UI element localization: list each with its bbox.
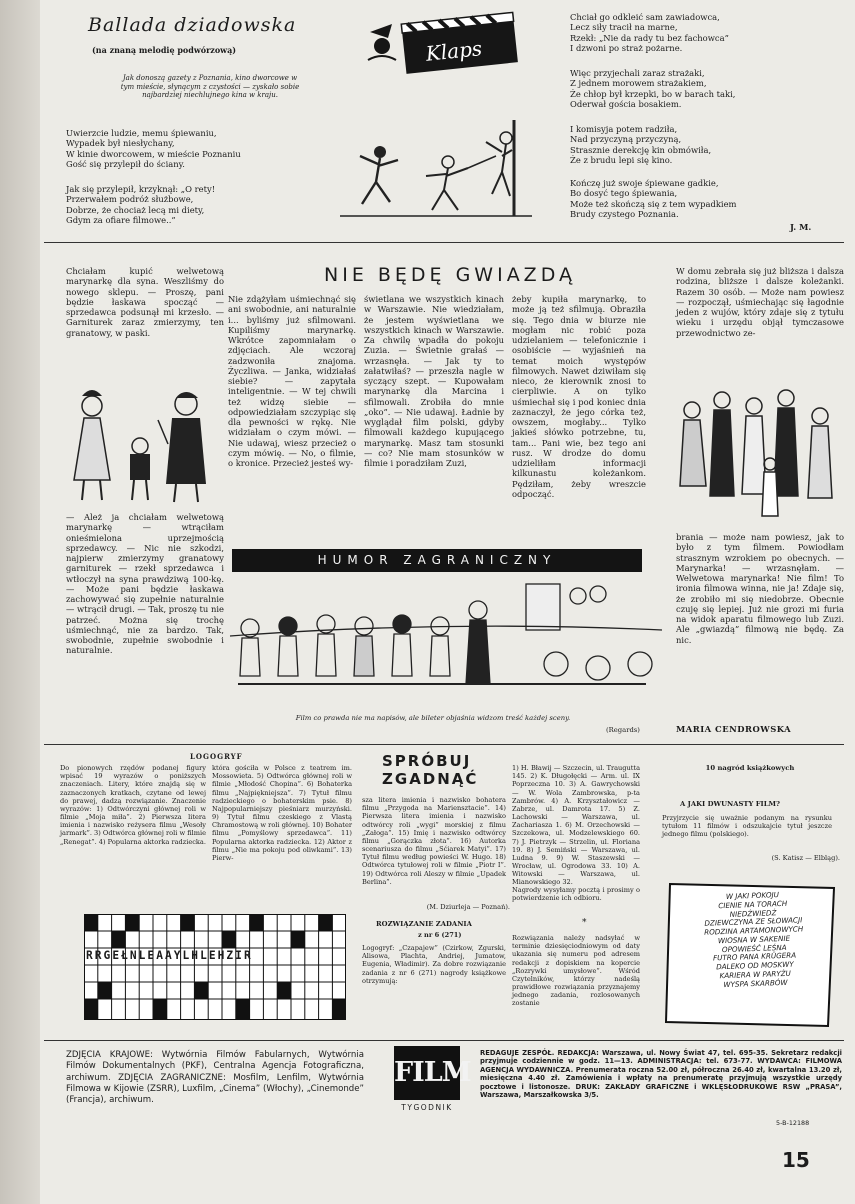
poem-signature: J. M. bbox=[790, 222, 812, 232]
solution-title: ROZWIĄZANIE ZADANIA bbox=[376, 920, 472, 928]
poem-title: Ballada dziadowska bbox=[88, 14, 297, 36]
binding-edge bbox=[0, 0, 40, 1204]
film-titles-text: W JAKI POKOJU CIENIE NA TORACH NIEDŹWIEDŹ DZIEWCZYNA ZE SŁOWACJI RODZINA ARTAMONOWYCH WIOSNA W SAKENIE OPOWIEŚĆ LEŚNA FUTRO PANA KRÜGERA DALEKO OD MOSKWY KARIERA W PARYŻU WYSPA SKARBÓW bbox=[704, 890, 804, 989]
logogryf-title: LOGOGRYF bbox=[190, 752, 243, 761]
film-weekly-logo bbox=[394, 1046, 471, 1116]
logogryf-author: (M. Dziurleja — Poznań). bbox=[426, 903, 510, 911]
shop-illustration bbox=[58, 380, 220, 506]
klaps-logo bbox=[362, 10, 522, 80]
quiz-title-1: SPRÓBUJ bbox=[382, 752, 472, 770]
article-col-5a: W domu zebrała się już bliższa i dalsza rodzina, bliższe i dalsze koleżanki. Razem 30 osób. — Może nam powiesz — rozpoczął, uśmiechając się łagodnie jeden z wujów, który zdaje się z tytułu wieku i urzędu objął tymczasowe przewodnictwo ze- bbox=[676, 266, 844, 338]
article-title: NIE BĘDĘ GWIAZDĄ bbox=[324, 264, 576, 286]
humor-banner-text: HUMOR ZAGRANICZNY bbox=[317, 553, 557, 567]
poem-stanza-3: Chciał go odkleić sam zawiadowca, Lecz siły tracił na marne, Rzekł: „Nie da rady tu bez fachowca” I dzwoni po straż pożarne. bbox=[570, 12, 729, 53]
article-col-4: żeby kupiła marynarkę, to może ją też sfilmują. Obraziła się. Tego dnia w biurze nie mogłam nic robić poza udzielaniem — telefonicznie i osobiście — wyjaśnień na temat moich występów filmowych. Nawet dziwiłam się nieco, że kierownik znosi to cierpliwie. A on tylko uśmiechał się i pod koniec dnia zaznaczył, że jego córka też, owszem, mogłaby... Tylko jakieś słówko potrzebne, tu, tam... Pani wie, bez tego ani rusz. W drodze do domu udzieliłam informacji kilkunastu koleżankom. Pędziłam, żeby wreszcie odpocząć. bbox=[512, 294, 646, 499]
article-col-1a: Chciałam kupić welwetową marynarkę dla syna. Weszliśmy do nowego sklepu. — Proszę, pani będzie łaskawa spocząć — sprzedawca podsunął mi krzesło. — Garniturek zaraz zmierzymy, ten granatowy, w paski. bbox=[66, 266, 224, 338]
article-author: MARIA CENDROWSKA bbox=[676, 724, 792, 734]
puzzle-question-text: Przyjrzycie się uważnie podanym na rysunku tytułom 11 filmów i odszukajcie tytuł jeszcze jednego filmu (polskiego). bbox=[662, 814, 832, 839]
asterisk-divider: * bbox=[582, 918, 587, 928]
poem-stanza-5: I komisyja potem radziła, Nad przyczyną przyczyną, Strasznie derekcję kin obmówiła, Że z brudu lepi się kino. bbox=[570, 124, 712, 165]
humor-source: (Regards) bbox=[606, 726, 640, 734]
solution-subtitle: z nr 6 (271) bbox=[418, 931, 462, 939]
page-number: 15 bbox=[782, 1148, 810, 1172]
poem-stanza-6: Kończę już swoje śpiewane gadkie, Bo dosyć tego śpiewania, Może też skończą się z tem wypadkiem Brudy czystego Poznania. bbox=[570, 178, 737, 219]
poem-stanza-1: Uwierzcie ludzie, memu śpiewaniu, Wypadek był niesłychany, W kinie dworcowem, w mieście Poznaniu Gość się przylepił do ściany. bbox=[66, 128, 241, 169]
film-logo-text: FILM bbox=[394, 1046, 460, 1100]
poem-intro: Jak donoszą gazety z Poznania, kino dworcowe w tym mieście, słynącym z czystości — zyskało sobie najbardziej niechlujnego kina w kraju. bbox=[120, 74, 300, 100]
photo-credits: ZDJĘCIA KRAJOWE: Wytwórnia Filmów Fabularnych, Wytwórnia Filmów Dokumentalnych (PKF), Centralna Agencja Fotograficzna, archiwum. ZDJĘCIA ZAGRANICZNE: Mosfilm, Lenfilm, Wytwórnia Filmowa w Kijowie (ZSRR), Luxfilm, „Cinema” (Włochy), „Cinemonde” (Francja), archiwum. bbox=[66, 1050, 364, 1106]
film-titles-puzzle bbox=[662, 880, 840, 1030]
poem-stanza-4: Więc przyjechali zaraz strażaki, Z jednem morowem strażakiem, Że chłop był krzepki, bo w barach taki, Oderwał gościa bosakiem. bbox=[570, 68, 736, 109]
humor-caption: Film co prawda nie ma napisów, ale bileter objaśnia widzom treść każdej sceny. bbox=[295, 714, 571, 722]
logogryf-text-2: która gościła w Polsce z teatrem im. Mossowieta. 5) Odtwórca głównej roli w filmie „Młodość Chopina”. 6) Bohaterka filmu „Najpiękniejsza”. 7) Tytuł filmu radzieckiego o bohaterskim psie. 8) Najpopularniejszy pieśniarz murzyński. 9) Tytuł filmu czeskiego z Vlastą Chramostową w roli głównej. 10) Bohater filmu „Pomyślowy sprzedawca”. 11) Popularna aktorka radziecka. 12) Aktor z filmu „Nie ma pokoju pod oliwkami”. 13) Pierw- bbox=[212, 764, 352, 862]
logogryf-key-row: RRGEŁNLEAAYLHLEHZIR bbox=[86, 949, 253, 962]
humor-banner bbox=[232, 549, 642, 572]
editorial-info: REDAGUJE ZESPÓŁ. REDAKCJA: Warszawa, ul. Nowy Świat 47, tel. 695-35. Sekretarz redakcji przyjmuje codziennie w godz. 11—13. ADMINISTRACJA: tel. 673-77. WYDAWCA: FILMOWA AGENCJA WYDAWNICZA. Prenumerata roczna 52.00 zł, półroczna 26.40 zł, kwartalna 13.20 zł, miesięczna 4.40 zł. Zamówienia i wpłaty na prenumeratę przyjmują wszystkie urzędy pocztowe i listonosze. DRUK: ZAKŁADY GRAFICZNE i WKLĘSŁODRUKOWE RSW „PRASA”, Warszawa, Marszałkowska 3/5. bbox=[480, 1049, 842, 1100]
print-code: 5-B-12188 bbox=[776, 1119, 810, 1127]
article-col-2: Nie zdążyłam uśmiechnąć się ani swobodnie, ani naturalnie i... byliśmy już sfilmowani. Kupiliśmy marynarkę. Wkrótce zapomniałam o zdjęciach. Ale wczoraj zadzwoniła znajoma. Życzliwa. — Janka, widziałaś siebie? — zapytała inteligentnie. — W tej chwili też widzę siebie — odpowiedziałam szczypiąc się dla pewności w rękę. Nie widziałam o czym mówi. — Nie udawaj, wiesz przecież o czym mówię. — No, o filmie, o kronice. Przecież jesteś wy- bbox=[228, 294, 356, 468]
article-col-1b: — Ależ ja chciałam welwetową marynarkę — wtrąciłam onieśmielona uprzejmością sprzedawcy. — Nic nie szkodzi, najpierw zmierzymy granatowy garniturek — rzekł sprzedawca i wtłoczył na syna prawdziwą 100-kę. — Może pani będzie łaskawa zachowywać się zupełnie naturalnie — wtrącił drugi. — Tak, proszę tu nie patrzeć. Można się trochę uśmiechnąć, nie za bardzo. Tak, swobodnie, zupełnie swobodnie i naturalnie. bbox=[66, 512, 224, 656]
poem-stanza-2: Jak się przylepił, krzyknął: „O rety! Przerwałem podróż służbowe, Dobrze, że chociaż lecą mi diety, Gdym za ofiare filmowe..” bbox=[66, 184, 216, 225]
klaps-text: Klaps bbox=[424, 36, 484, 66]
section-divider-2 bbox=[44, 744, 844, 745]
section-divider bbox=[44, 242, 844, 243]
article-col-3: świetlana we wszystkich kinach w Warszawie. Nie wiedziałam, że jestem wyświetlana we wszystkich kinach w Warszawie. Za chwilę wpadła do pokoju Zuzia. — Świetnie grałaś — wrzasnęła. — Jak ty to załatwiłaś? — przeszła nagle w syczący szept. — Kupowałam marynarkę dla Marcina i sfilmowali. Zrobiła do mnie „oko”. — Nie udawaj. Ładnie by wyglądał film polski, gdyby filmowali każdego kupującego marynarkę. Masz tam stosunki — co? Nie mam stosunków w filmie i poradziłam Zuzi, bbox=[364, 294, 504, 468]
film-logo-subtitle: TYGODNIK bbox=[401, 1103, 453, 1112]
logogryf-text-1: Do pionowych rzędów podanej figury wpisać 19 wyrazów o poniższych znaczeniach. Litery, które znajdą się w zaznaczonych kratkach, czytane od lewej do prawej, dadzą rozwiązanie. Znaczenie wyrazów: 1) Odtwórczyni głównej roli w filmie „Moja miła”. 2) Pierwsza litera imienia i nazwisko reżysera filmu „Wesoły jarmark”. 3) Odtwórca głównej roli w filmie „Renegat”. 4) Popularna aktorka radziecka. bbox=[60, 764, 206, 846]
logogryf-text-3: sza litera imienia i nazwisko bohatera filmu „Przygoda na Mariensztacie”. 14) Pierwsza litera imienia i nazwisko odtwórcy roli „wygi” morskiej z filmu „Załoga”. 15) Imię i nazwisko odtwórcy filmu „Gorączka złota”. 16) Autorka scenariusza do filmu „Sćiarek Matyi”. 17) Tytuł filmu według powieści W. Hugo. 18) Odtwórca tytułowej roli w filmie „Piotr I”. 19) Odtwórca roli Aleszy w filmie „Upadek Berlina”. bbox=[362, 796, 506, 886]
puzzle-question-title: A JAKI DWUNASTY FILM? bbox=[680, 800, 780, 808]
puzzle-question-author: (S. Katisz — Elbląg). bbox=[771, 854, 840, 862]
winners-list: 1) H. Bławij — Szczecin, ul. Traugutta 145. 2) K. Długołęcki — Arm. ul. IX Poprzeczna 10. 3) A. Gawrychowski — W. Wola Zambrowska, p-ta Zambrów. 4) A. Krzyształowicz — Zabrze, ul. Damrota 17. 5) Z. Lachowski — Warszawa, ul. Zachariasza 1. 6) M. Orzechowski — Szczekowa, ul. Modzelewskiego 60. 7) J. Pietrzyk — Strzelin, ul. Floriana 19. 8) J. Semiński — Warszawa, ul. Ludna 9. 9) W. Staszewski — Wrocław, ul. Ogrodowa 33. 10) A. Witowski — Warszawa, ul. Mianowskiego 32. bbox=[512, 764, 640, 887]
prize-count: 10 nagród książkowych bbox=[705, 764, 795, 772]
family-illustration bbox=[670, 376, 844, 526]
quiz-title-2: ZGADNĄĆ bbox=[382, 770, 479, 788]
prize-note: Nagrody wysyłamy pocztą i prosimy o potwierdzenie ich odbioru. bbox=[512, 886, 640, 903]
logogryf-grid bbox=[84, 914, 346, 1020]
article-col-5b: brania — może nam powiesz, jak to było z tym filmem. Powiodłam strasznym wzrokiem po obecnych. — Marynarka! — wrzasnęłam. — Welwetowa marynarka! Nie film! To ironia filmowa winna, nie ja! Zdaje się, że zrobiło mi się niedobrze. Obecnie czuję się lepiej. Już nie grozi mi furia na widok aparatu filmowego lub Zuzi. Ale „gwiazdą” filmową nie będę. Za nic. bbox=[676, 532, 844, 645]
rules-text: Rozwiązania należy nadsyłać w terminie dziesięciodniowym od daty ukazania się numeru pod adresem redakcji z dopiskiem na kopercie „Rozrywki umysłowe”. Wśród Czytelników, którzy nadeślą prawidłowe rozwiązania przyznajemy jednego zadania, rozlosowanych zostanie bbox=[512, 934, 640, 1008]
poem-subtitle: (na znaną melodię podwórzową) bbox=[92, 45, 237, 55]
solution-text: Logogryf: „Czapajew” (Czirkow, Zgurski, Alisowa, Plachta, Andriej, Jumatow, Eugenia, Władimir). Za dobre rozwiązanie zadania z nr 6 (271) nagrody książkowe otrzymują: bbox=[362, 944, 506, 985]
section-divider-3 bbox=[44, 1040, 844, 1041]
humor-cartoon bbox=[226, 580, 666, 704]
poem-cartoon bbox=[336, 116, 536, 222]
